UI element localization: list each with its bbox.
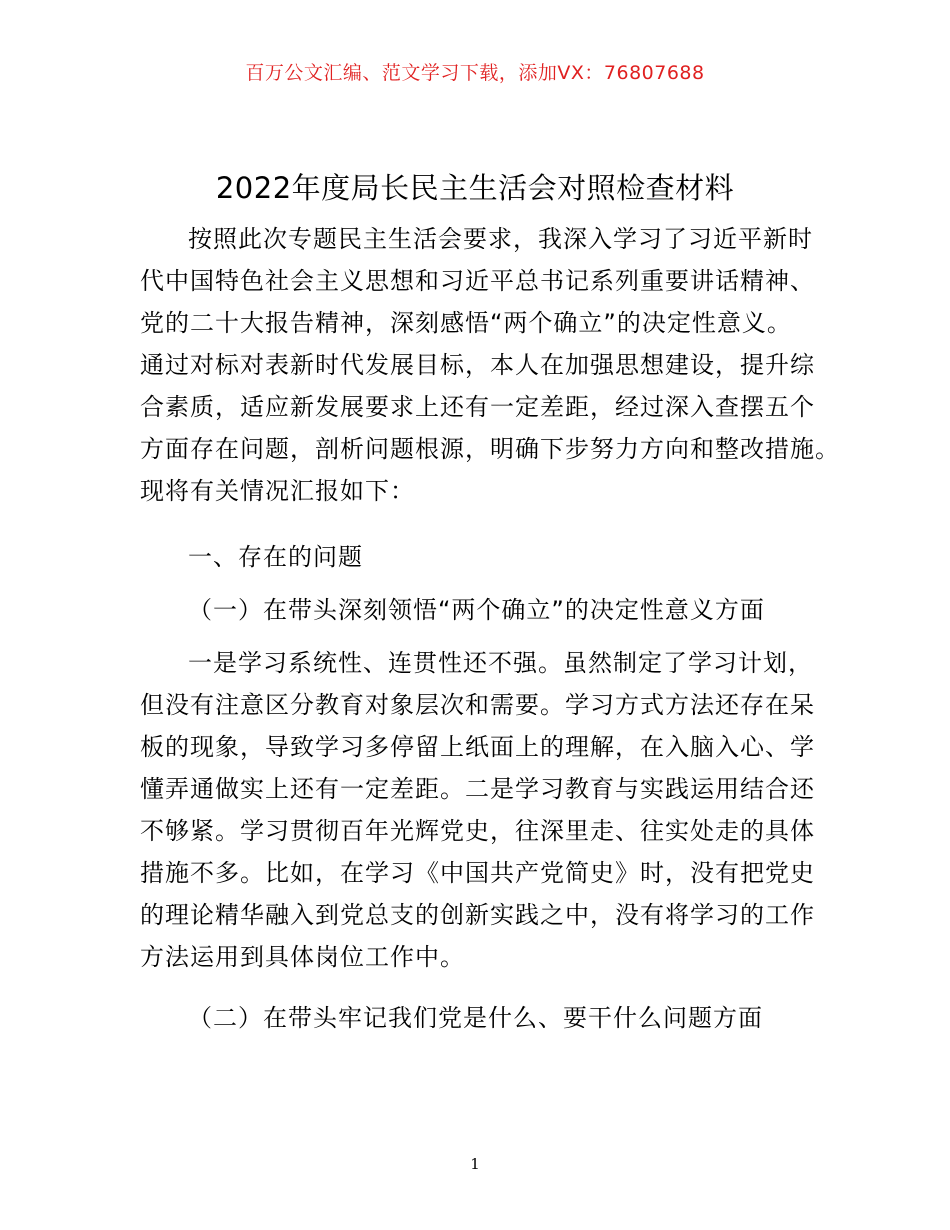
paragraph-line: 按照此次专题民主生活会要求，我深入学习了习近平新时: [188, 225, 813, 253]
section-heading: [140, 536, 820, 578]
subheading-1: [140, 589, 820, 631]
paragraph-line: 方法运用到具体岗位工作中。: [140, 943, 465, 971]
paragraph-line: 合素质，适应新发展要求上还有一定差距，经过深入查摆五个: [140, 393, 815, 421]
paragraph-line: 现将有关情况汇报如下：: [140, 477, 415, 505]
problem-paragraph: [140, 642, 820, 978]
subheading-2-text: （二）在带头牢记我们党是什么、要干什么问题方面: [188, 1004, 763, 1032]
paragraph-line: 措施不多。比如，在学习《中国共产党简史》时，没有把党史: [140, 859, 815, 887]
intro-paragraph: [140, 218, 840, 512]
paragraph-line: 板的现象，导致学习多停留上纸面上的理解，在入脑入心、学: [140, 733, 815, 761]
subheading-1-text: （一）在带头深刻领悟“两个确立”的决定性意义方面: [188, 596, 765, 624]
paragraph-line: 不够紧。学习贯彻百年光辉党史，往深里走、往实处走的具体: [140, 817, 815, 845]
paragraph-line: 方面存在问题，剖析问题根源，明确下步努力方向和整改措施。: [140, 435, 840, 463]
paragraph-line: 懂弄通做实上还有一定差距。二是学习教育与实践运用结合还: [140, 775, 815, 803]
section-heading-text: 一、存在的问题: [188, 543, 363, 571]
paragraph-line: 党的二十大报告精神，深刻感悟“两个确立”的决定性意义。: [140, 309, 792, 337]
subheading-2: [140, 997, 820, 1039]
page-number: 1: [470, 1155, 480, 1173]
paragraph-line: 一是学习系统性、连贯性还不强。虽然制定了学习计划，: [188, 649, 813, 677]
paragraph-line: 的理论精华融入到党总支的创新实践之中，没有将学习的工作: [140, 901, 815, 929]
document-title: 2022年度局长民主生活会对照检查材料: [215, 171, 735, 205]
header-contact-note: 百万公文汇编、范文学习下载，添加VX：76807688: [245, 62, 705, 84]
paragraph-line: 代中国特色社会主义思想和习近平总书记系列重要讲话精神、: [140, 267, 815, 295]
paragraph-line: 通过对标对表新时代发展目标，本人在加强思想建设，提升综: [140, 351, 815, 379]
paragraph-line: 但没有注意区分教育对象层次和需要。学习方式方法还存在呆: [140, 691, 815, 719]
